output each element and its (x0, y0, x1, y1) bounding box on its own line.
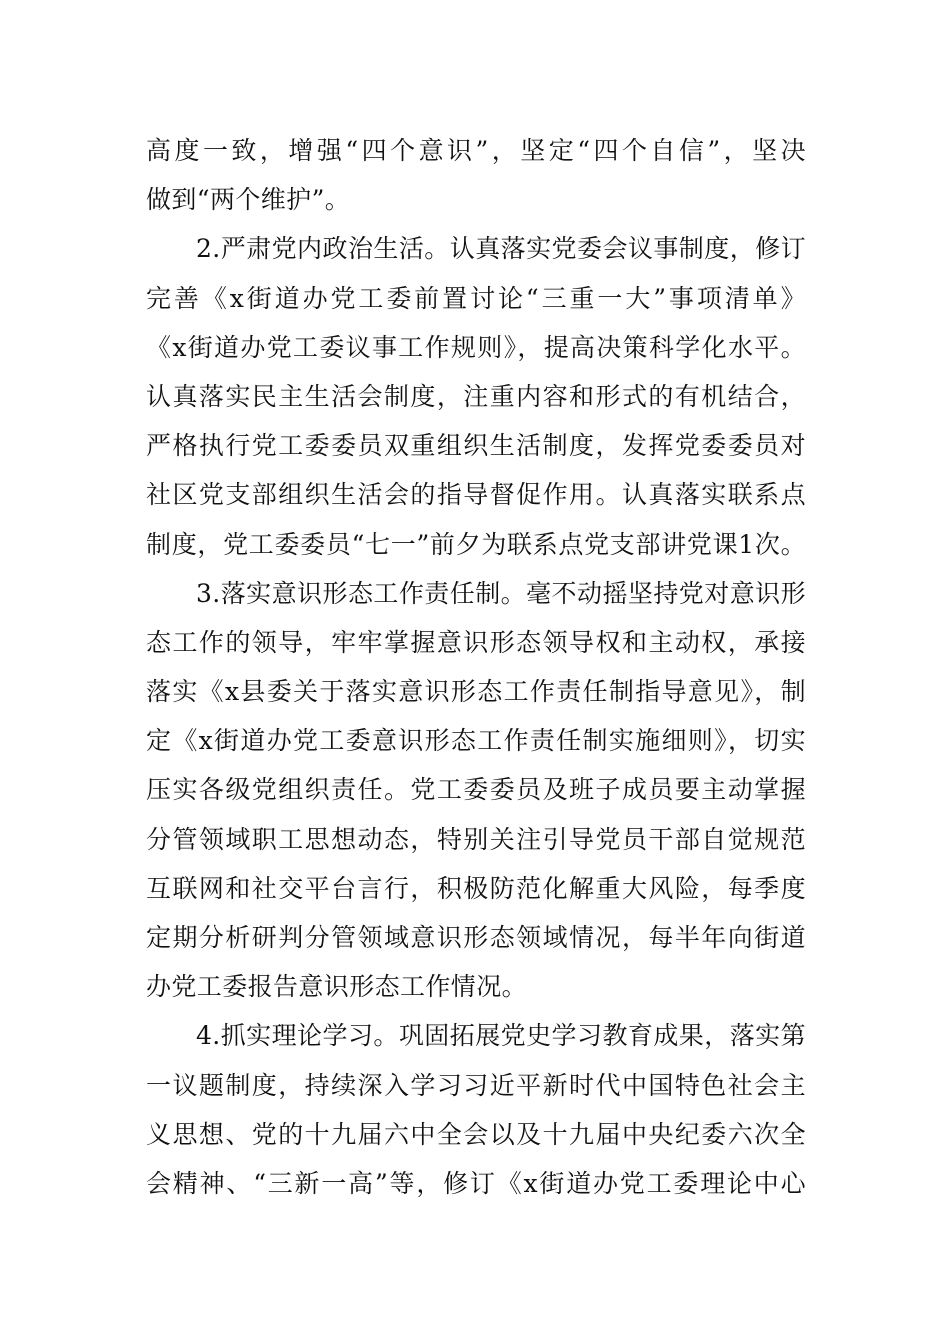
text-line: 制度，党工委委员“七一”前夕为联系点党支部讲党课1次。 (146, 529, 806, 559)
text-line: 3.落实意识形态工作责任制。毫不动摇坚持党对意识形 (196, 578, 806, 608)
paragraph-2-political-life (146, 224, 806, 568)
text-line: 4.抓实理论学习。巩固拓展党史学习教育成果，落实第 (196, 1021, 806, 1051)
text-line: 定《x街道办党工委意识形态工作责任制实施细则》，切实 (146, 726, 806, 756)
paragraph-3-ideology-responsibility (146, 569, 806, 1012)
text-line: 一议题制度，持续深入学习习近平新时代中国特色社会主 (146, 1070, 806, 1100)
text-line: 办党工委报告意识形态工作情况。 (146, 972, 528, 1002)
document-body (146, 126, 806, 1208)
paragraph-4-theory-study (146, 1011, 806, 1208)
text-line: 会精神、“三新一高”等，修订《x街道办党工委理论中心 (146, 1168, 806, 1198)
text-line: 义思想、党的十九届六中全会以及十九届中央纪委六次全 (146, 1119, 806, 1149)
text-line: 社区党支部组织生活会的指导督促作用。认真落实联系点 (146, 480, 806, 510)
text-line: 压实各级党组织责任。党工委委员及班子成员要主动掌握 (146, 775, 806, 805)
text-line: 完善《x街道办党工委前置讨论“三重一大”事项清单》 (146, 283, 806, 313)
paragraph-1-continuation (146, 126, 806, 224)
text-line: 定期分析研判分管领域意识形态领域情况，每半年向街道 (146, 923, 806, 952)
text-line: 严格执行党工委委员双重组织生活制度，发挥党委委员对 (146, 431, 806, 461)
text-line: 互联网和社交平台言行，积极防范化解重大风险，每季度 (146, 873, 806, 903)
text-line: 分管领域职工思想动态，特别关注引导党员干部自觉规范 (146, 824, 806, 854)
text-line: 2.严肃党内政治生活。认真落实党委会议事制度，修订 (196, 234, 806, 264)
text-line: 做到“两个维护”。 (146, 185, 351, 215)
text-line: 《x街道办党工委议事工作规则》，提高决策科学化水平。 (146, 332, 806, 362)
text-line: 态工作的领导，牢牢掌握意识形态领导权和主动权，承接 (146, 627, 806, 657)
text-line: 高度一致，增强“四个意识”，坚定“四个自信”，坚决 (146, 136, 806, 165)
text-line: 认真落实民主生活会制度，注重内容和形式的有机结合， (146, 381, 806, 411)
text-line: 落实《x县委关于落实意识形态工作责任制指导意见》，制 (146, 677, 806, 707)
